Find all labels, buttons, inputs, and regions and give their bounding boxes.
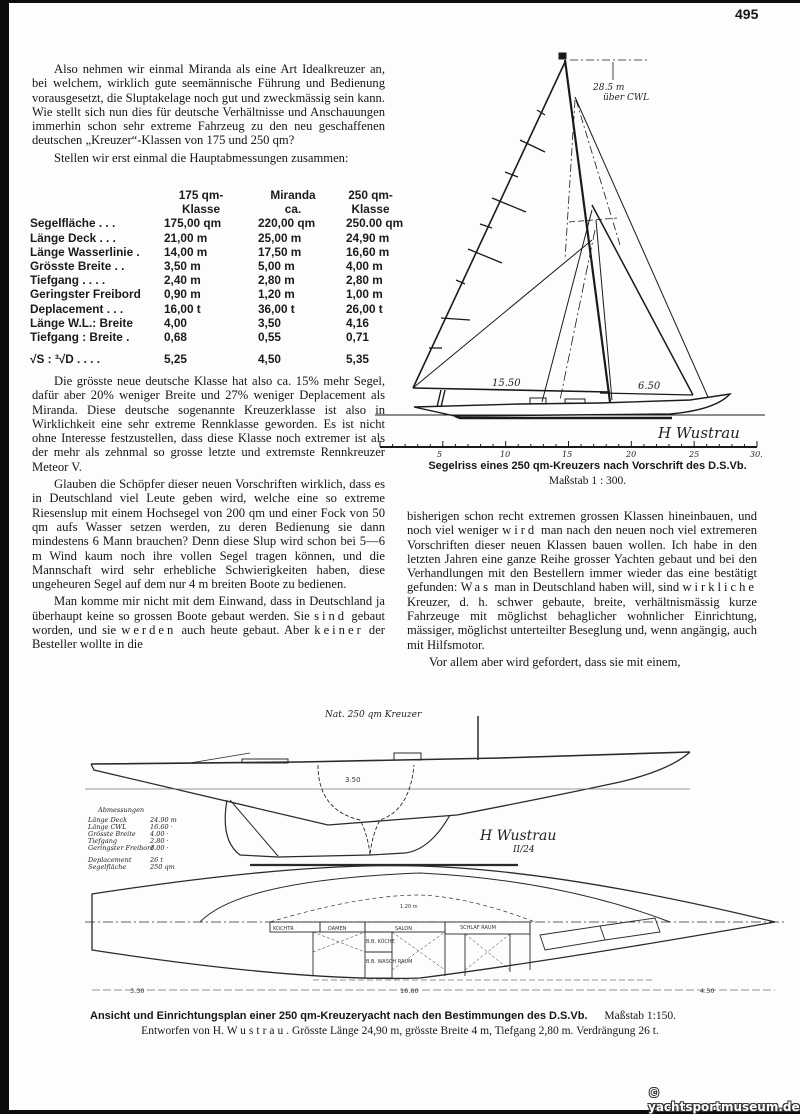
sail-plan-scale: Maßstab 1 : 300. xyxy=(548,475,627,487)
cell-value: 220,00 qm xyxy=(258,216,316,231)
deck-curve xyxy=(200,873,670,922)
boom-length-label: 15.50 xyxy=(492,378,521,389)
cell-value: 2,40 m xyxy=(164,273,201,288)
paragraph: Die grösste neue deutsche Klasse hat also ca. 15% mehr Segel, dafür aber 20% weniger Breite und 27% weniger Deplacement als Miranda. Diese deutsche sogenannte Kreuzerklasse ist also in Wirklichkeit eine sehr extreme Rennklasse geworden. Es ist nicht ohne Interesse festzustellen, dass diese Klasse noch extremer ist als der mehr als zehnmal so grosse letzte und extremste Rennkreuzer Meteor V. xyxy=(32,374,385,474)
rudder-line xyxy=(230,800,278,856)
cell-value: 1,20 m xyxy=(258,287,295,302)
row-label: Segelfläche . . . xyxy=(30,216,116,231)
emphasis: Was xyxy=(460,580,492,595)
cell-value: 5,00 m xyxy=(258,259,295,274)
room-label: SCHLAF RAUM xyxy=(460,925,496,931)
cell-value: 5,25 xyxy=(164,352,187,367)
mast-height-note: über CWL xyxy=(603,93,650,103)
designer-signature: H Wustrau xyxy=(480,828,557,844)
watermark: © yachtsportmuseum.de xyxy=(648,1086,800,1114)
cell-value: 24,90 m xyxy=(346,230,390,245)
paragraph: Vor allem aber wird gefordert, dass sie mit einem, xyxy=(429,654,681,669)
emphasis: werden xyxy=(121,623,177,638)
cell-value: 5,35 xyxy=(346,352,369,367)
mast-height-note: 28.5 m xyxy=(593,83,625,93)
text: gebaut worden, und sie xyxy=(32,608,385,638)
length-labels xyxy=(130,987,714,995)
cell-value: 4,16 xyxy=(346,315,369,330)
cell-value: 3,50 xyxy=(258,315,281,330)
designer-name: Wustrau xyxy=(226,1025,287,1037)
paragraph: Glauben die Schöpfer dieser neuen Vorschriften wirklich, dass es in Deutschland viel Leute geben wird, welche eine so extreme Riesenslup mit einem Hochsegel von 200 qm und einer Fock von 50 qm aufs Wasser setzen werden, zu deren Bedienung sie dann mindestens 6 Mann brauchen? Denn diese Slup wird schon bei 5—6 m Wind kaum noch ihre vollen Segel tragen können, und die Mannschaft wird sehr erhebliche Schwierigkeiten haben, diese ungeheuren Segel auf dem nur 4 m breiten Boote zu bedienen. xyxy=(32,477,385,592)
column-header: Miranda xyxy=(270,188,316,202)
row-label: Länge Deck . . . xyxy=(30,230,116,245)
page-number: 495 xyxy=(735,6,759,22)
dim-label: Grösste Breite xyxy=(88,830,136,838)
text: . Grösste Länge 24,90 m, grösste Breite 4 m, Tiefgang 2,80 m. Verdrängung 26 t. xyxy=(286,1025,659,1037)
cell-value: 0,68 xyxy=(164,330,187,345)
cell-value: 4,00 m xyxy=(346,259,383,274)
text: auch heute gebaut. Aber xyxy=(176,623,315,638)
scale-label: 20 xyxy=(626,450,637,459)
row-label: √S : ³√D . . . . xyxy=(30,352,100,367)
scale-label: 15 xyxy=(562,450,573,459)
cell-value: 1,00 m xyxy=(346,287,383,302)
length-label: 16.60 xyxy=(400,987,419,995)
beam-label: 1.20 m xyxy=(400,904,418,910)
length-label: 4.50 xyxy=(700,987,715,995)
jib-foot-label: 6.50 xyxy=(638,381,661,392)
room-label: SALON xyxy=(395,926,412,932)
dim-value: 4.00 · xyxy=(150,830,169,838)
designer-signature: H Wustrau xyxy=(658,424,740,442)
cell-value: 25,00 m xyxy=(258,230,302,245)
cell-value: 0,55 xyxy=(258,330,281,345)
hull-plan-caption-line2 xyxy=(80,1025,720,1037)
dim-label: Länge CWL xyxy=(88,823,127,831)
room-labels xyxy=(273,904,496,965)
dim-value: 26 t xyxy=(150,856,163,864)
dim-value: 2.80 · xyxy=(150,837,169,845)
column-header: 175 qm- xyxy=(178,188,224,202)
caption-scale: Maßstab 1:150. xyxy=(604,1010,676,1022)
room-label: KOCHTR xyxy=(273,926,294,932)
room-label: B.B. WASCH RAUM xyxy=(366,959,413,965)
dim-label: Länge Deck xyxy=(88,816,128,824)
text: man nach den neuen noch viel extremeren Vorschriften dieser neuen Klassen bauen wollen. Ich habe in den letzten Jahren eine ganze Reihe grosser Yachten gebaut und bei den Verhandlungen mit den Bestellern immer wieder das eine bestätigt gefunden: xyxy=(407,523,757,595)
emphasis: keiner xyxy=(314,623,364,638)
cell-value: 0,71 xyxy=(346,330,369,345)
dim-value: 250 qm xyxy=(150,863,175,871)
cell-value: 14,00 m xyxy=(164,244,208,259)
emphasis: sind xyxy=(314,608,348,623)
cell-value: 21,00 m xyxy=(164,230,208,245)
length-label: 3.30 xyxy=(130,987,145,995)
text: Entworfen von H. xyxy=(141,1025,227,1037)
scale-label: 10 xyxy=(500,450,511,459)
cell-value: 2,80 m xyxy=(258,273,295,288)
column-header: Klasse xyxy=(181,202,221,217)
row-label: Tiefgang : Breite . xyxy=(30,330,130,345)
midship-width-label: 3.50 xyxy=(345,776,361,784)
text: bisherigen schon recht extremen grossen Klassen hineinbauen, und noch viel weniger xyxy=(407,509,757,538)
dim-label: Segelfläche xyxy=(88,863,127,871)
column-header: ca. xyxy=(284,202,302,217)
text: Kreuzer, d. h. schwer gebaute, breite, verhältnismässig kurze Fahrzeuge mit möglichst behaglicher wohnlicher Einrichtung, mässiger, möglichst unterteilter Beseglung und, wenn angängig, auch mit Hilfsmotor. xyxy=(407,594,757,652)
cell-value: 2,80 m xyxy=(346,273,383,288)
dim-label: Tiefgang xyxy=(88,837,118,845)
text: der Besteller wollte in die xyxy=(32,623,385,652)
column-header: 250 qm- xyxy=(348,188,393,202)
cell-value: 3,50 m xyxy=(164,259,201,274)
cell-value: 26,00 t xyxy=(346,301,383,316)
cell-value: 4,00 xyxy=(164,315,187,330)
sheer-line xyxy=(91,752,690,764)
emphasis: wirkliche xyxy=(682,580,757,595)
room-label: B.B. KÜCHE xyxy=(366,939,395,945)
hull-plan-caption xyxy=(90,1010,730,1022)
drawing-title-note: Nat. 250 qm Kreuzer xyxy=(325,710,422,720)
room-label: DAMEN xyxy=(328,926,347,932)
emphasis: wird xyxy=(502,523,538,538)
cell-value: 16,60 m xyxy=(346,244,390,259)
cell-value: 0,90 m xyxy=(164,287,201,302)
cell-value: 4,50 xyxy=(258,352,281,367)
row-label: Geringster Freibord xyxy=(30,287,141,302)
cell-value: 250.00 qm xyxy=(346,216,404,231)
row-label: Tiefgang . . . . xyxy=(30,273,106,288)
scale-label: 30. xyxy=(750,450,763,459)
dim-value: 24.90 m xyxy=(150,816,177,824)
text: man in Deutschland haben will, sind xyxy=(491,580,683,595)
midship-section xyxy=(318,765,414,855)
caption-title: Ansicht und Einrichtungsplan einer 250 qm-Kreuzeryacht nach den Bestimmungen des D.S.Vb. xyxy=(90,1010,588,1022)
row-label: Grösste Breite . . xyxy=(30,259,125,274)
text: Man komme mir nicht mit dem Einwand, dass in Deutschland ja überhaupt keine so grossen Boote gebaut werden. Sie xyxy=(32,594,385,623)
column-header: Klasse xyxy=(351,202,390,217)
dim-label: Geringster Freibord xyxy=(88,844,155,852)
scale-label: 25 xyxy=(689,450,700,459)
dims-heading: Abmessungen xyxy=(98,806,145,814)
paragraph: Stellen wir erst einmal die Hauptabmessungen zusammen: xyxy=(54,150,349,165)
boom-line xyxy=(190,753,250,763)
cell-value: 36,00 t xyxy=(258,301,295,316)
cell-value: 16,00 t xyxy=(164,301,201,316)
dim-label: Deplacement xyxy=(88,856,132,864)
cell-value: 17,50 m xyxy=(258,244,302,259)
row-label: Länge W.L.: Breite xyxy=(30,315,133,330)
scale-label: 5 xyxy=(437,450,443,459)
sail-plan-caption: Segelriss eines 250 qm-Kreuzers nach Vorschrift des D.S.Vb. xyxy=(428,460,747,472)
cell-value: 175,00 qm xyxy=(164,216,222,231)
paragraph: Also nehmen wir einmal Miranda als eine Art Idealkreuzer an, bei welchem, wirklich gute seemännische Führung und Bedienung vorausgesetzt, die Sluptakelage noch gut und zweckmässig sein kann. Wie stellt sich nun dies für deutsche Verhältnisse und Anschauungen immerhin schon sehr extreme Fahrzeug zu den neu geschaffenen deutschen „Kreuzer“-Klassen von 175 und 250 qm? xyxy=(32,62,385,148)
row-label: Deplacement . . . xyxy=(30,301,124,316)
dim-value: 16.60 · xyxy=(150,823,173,831)
row-label: Länge Wasserlinie . xyxy=(30,244,140,259)
signature-date: II/24 xyxy=(513,845,535,855)
handwritten-dimensions xyxy=(87,806,177,871)
dim-value: 1.00 · xyxy=(150,844,169,852)
